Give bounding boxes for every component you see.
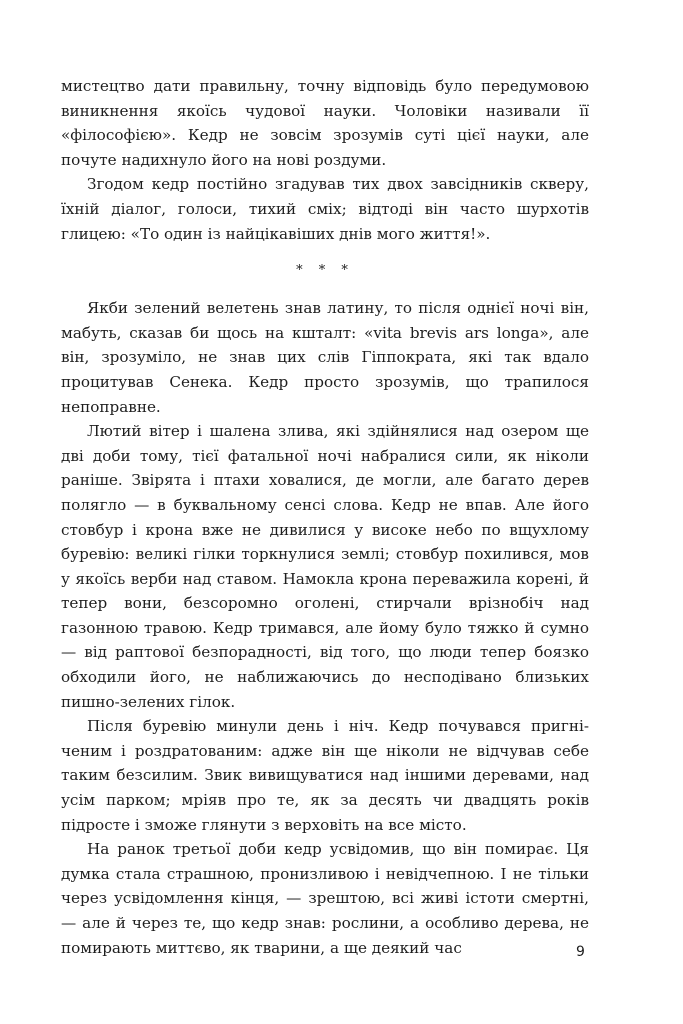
page-number: 9: [576, 944, 585, 960]
paragraph: Згодом кедр постійно згадував тих двох завсідників скверу, їхній діалог, голоси, тихий сміх; відтоді він часто шурхотів глицею: «То один із найцікавіших днів мого життя!».: [61, 175, 589, 243]
paragraph: мистецтво дати правильну, точну відповідь було передумовою виникнення якоїсь чудової науки. Чоловіки називали її «філософією». Кедр не зовсім зрозумів суті цієї науки, але почуте надихнуло його на нові роздуми.: [61, 77, 589, 169]
paragraph: Лютий вітер і шалена злива, які здійнялися над озером ще дві доби тому, тієї фатальної ночі набралися сили, як ніколи раніше. Звірята і птахи ховалися, де могли, але багато дерев полягло — в буквальному сенсі слова. Кедр не впав. Але його стовбур і крона вже не дивилися у високе небо по вщухлому буревію: великі гілки торкнулися землі; стовбур похилився, мов у якоїсь верби над ставом. Намокла крона переважила корені, й тепер вони, безсоромно оголені, стирчали врізнобіч над газонною травою. Кедр тримався, але йому було тяжко й сумно — від раптової безпорадності, від того, що люди тепер боязко обходили його, не наближаючись до несподівано близьких пишно-зелених гілок.: [61, 422, 589, 711]
paragraph: Якби зелений велетень знав латину, то після однієї ночі він, мабуть, сказав би щось на кшталт: «vita brevis ars longa», але він, зрозуміло, не знав цих слів Гіппократа, які так вдало процитував Сенека. Кедр просто зрозумів, що трапилося непоправне.: [61, 299, 589, 416]
paragraph: На ранок третьої доби кедр усвідомив, що він помирає. Ця думка стала страшною, пронизливою і невідчепною. І не тільки через усвідомлення кінця, — зрештою, всі живі істоти смертні, — але й через те, що кедр знав: рослини, а особливо дерева, не помирають миттєво, як тварини, а ще деякий час: [61, 840, 589, 957]
paragraph: Після буревію минули день і ніч. Кедр почувався пригніченим і роздратованим: адже він ще ніколи не відчував себе таким безсилим. Звик вивищуватися над іншими деревами, над усім парком; мріяв про те, як за десять чи двадцять років підросте і зможе глянути з верховіть на все місто.: [61, 717, 589, 834]
page-body: [61, 74, 589, 960]
section-separator: * * *: [296, 263, 354, 279]
